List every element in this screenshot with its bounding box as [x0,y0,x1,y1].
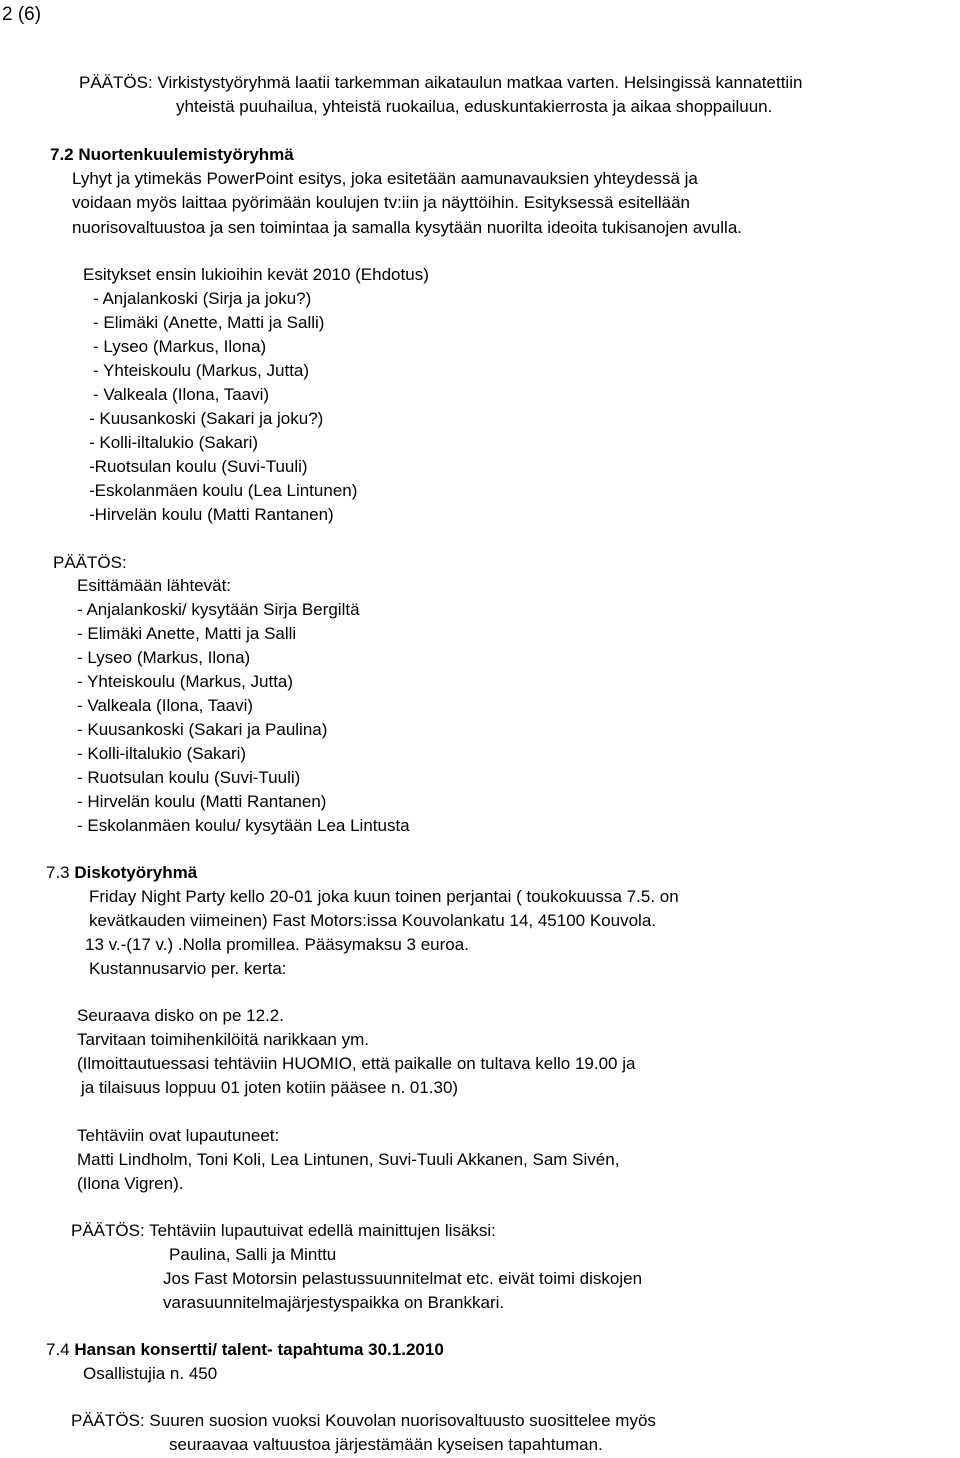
section-heading [46,862,197,884]
list-item: - Elimäki (Anette, Matti ja Salli) [93,313,325,332]
section-number: 7.4 [46,1340,70,1359]
list-item: - Kuusankoski (Sakari ja Paulina) [77,720,328,739]
section-heading [46,1339,444,1361]
list-item: -Ruotsulan koulu (Suvi-Tuuli) [89,457,308,476]
text-line: (Ilmoittautuessasi tehtäviin HUOMIO, että paikalle on tultava kello 19.00 ja [77,1054,636,1073]
text-line: nuorisovaltuustoa ja sen toimintaa ja samalla kysytään nuorilta ideoita tukisanojen avulla. [72,218,742,237]
section-number: 7.3 [46,863,70,882]
list-item: - Anjalankoski/ kysytään Sirja Bergiltä [77,600,360,619]
list-item: -Hirvelän koulu (Matti Rantanen) [89,505,334,524]
list-item: - Ruotsulan koulu (Suvi-Tuuli) [77,768,301,787]
section-title: Nuortenkuulemistyöryhmä [78,145,294,164]
text-line: Seuraava disko on pe 12.2. [77,1006,284,1025]
participants: Osallistujia n. 450 [83,1364,218,1383]
text-line: ja tilaisuus loppuu 01 joten kotiin pääsee n. 01.30) [81,1078,459,1097]
list-item: - Kuusankoski (Sakari ja joku?) [89,409,324,428]
text-line: Friday Night Party kello 20-01 joka kuun toinen perjantai ( toukokuussa 7.5. on [89,887,679,906]
list-item: - Kolli-iltalukio (Sakari) [89,433,259,452]
section-number: 7.2 [50,145,74,164]
decision-label: PÄÄTÖS: [53,553,127,572]
text-line: voidaan myös laittaa pyörimään koulujen tv:iin ja näyttöihin. Esityksessä esitellään [72,193,690,212]
text-line: seuraavaa valtuustoa järjestämään kyseisen tapahtuman. [169,1435,603,1454]
text-line: kevätkauden viimeinen) Fast Motors:issa Kouvolankatu 14, 45100 Kouvola. [89,911,656,930]
text-line: Lyhyt ja ytimekäs PowerPoint esitys, joka esitetään aamunavauksien yhteydessä ja [72,169,698,188]
list-item: - Yhteiskoulu (Markus, Jutta) [77,672,294,691]
list-item: - Yhteiskoulu (Markus, Jutta) [93,361,310,380]
text-line: PÄÄTÖS: Virkistystyöryhmä laatii tarkemman aikataulun matkaa varten. Helsingissä kannatettiin [79,73,803,92]
text-line: varasuunnitelmajärjestyspaikka on Brankkari. [163,1293,505,1312]
list-item: - Valkeala (Ilona, Taavi) [77,696,254,715]
list-item: - Lyseo (Markus, Ilona) [93,337,267,356]
volunteers-heading: Tehtäviin ovat lupautuneet: [77,1126,280,1145]
list-item: - Eskolanmäen koulu/ kysytään Lea Lintusta [77,816,410,835]
list-item: - Lyseo (Markus, Ilona) [77,648,251,667]
page-number: 2 (6) [2,4,42,25]
decision-line: PÄÄTÖS: Suuren suosion vuoksi Kouvolan nuorisovaltuusto suosittelee myös [71,1411,656,1430]
decision-heading: Esittämään lähtevät: [77,576,232,595]
text-line: Tarvitaan toimihenkilöitä narikkaan ym. [77,1030,369,1049]
text-line: Matti Lindholm, Toni Koli, Lea Lintunen, Suvi-Tuuli Akkanen, Sam Sivén, [77,1150,620,1169]
text-line: yhteistä puuhailua, yhteistä ruokailua, eduskuntakierrosta ja aikaa shoppailuun. [176,97,773,116]
list-item: - Elimäki Anette, Matti ja Salli [77,624,297,643]
text-line: Kustannusarvio per. kerta: [89,959,287,978]
text-line: (Ilona Vigren). [77,1174,184,1193]
text-line: Jos Fast Motorsin pelastussuunnitelmat etc. eivät toimi diskojen [163,1269,643,1288]
text-line: Paulina, Salli ja Minttu [169,1245,337,1264]
section-title: Hansan konsertti/ talent- tapahtuma 30.1.2010 [74,1340,444,1359]
list-item: - Valkeala (Ilona, Taavi) [93,385,270,404]
list-item: - Hirvelän koulu (Matti Rantanen) [77,792,327,811]
section-title: Diskotyöryhmä [74,863,198,882]
schedule-heading: Esitykset ensin lukioihin kevät 2010 (Ehdotus) [83,265,429,284]
list-item: - Kolli-iltalukio (Sakari) [77,744,247,763]
section-heading [50,144,294,166]
decision-line: PÄÄTÖS: Tehtäviin lupautuivat edellä mainittujen lisäksi: [71,1221,496,1240]
list-item: -Eskolanmäen koulu (Lea Lintunen) [89,481,358,500]
text-line: 13 v.-(17 v.) .Nolla promillea. Pääsymaksu 3 euroa. [85,935,469,954]
list-item: - Anjalankoski (Sirja ja joku?) [93,289,312,308]
